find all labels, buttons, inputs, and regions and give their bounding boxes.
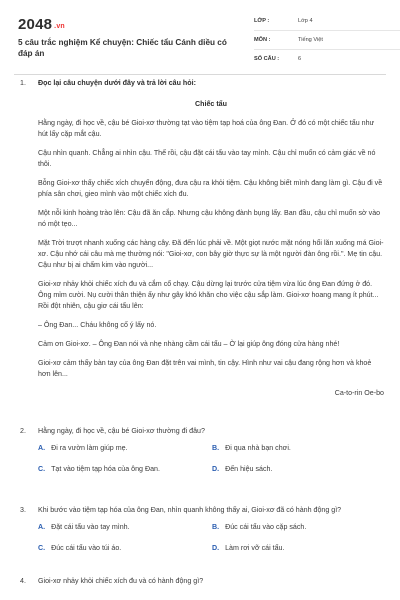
option-row: [38, 543, 384, 554]
option-text: Đi ra vườn làm giúp mẹ.: [51, 444, 128, 452]
meta-label: SỐ CÂU :: [254, 56, 280, 62]
meta-label: MÔN :: [254, 37, 271, 43]
option-letter: C.: [38, 544, 46, 552]
question-4: [20, 576, 384, 587]
story-paragraph: Gioi-xơ cảm thấy bàn tay của ông Đan đặt trên vai mình, tin cậy. Hình như vai cậu đang rộng hơn và khoẻ hơn lên...: [38, 359, 372, 378]
option-letter: D.: [212, 465, 220, 473]
option-d[interactable]: [212, 464, 272, 475]
option-a[interactable]: [38, 522, 130, 533]
story-paragraph: Một nỗi kinh hoàng trào lên: Cậu đã ăn cắp. Nhưng cậu không đành bụng lấy. Ban đầu, cậu chỉ muốn sờ vào nó một tẹo...: [38, 209, 381, 228]
meta-value: 6: [298, 56, 302, 62]
option-c[interactable]: [38, 464, 160, 475]
worksheet-content: [20, 78, 384, 587]
meta-row-subject: [254, 31, 400, 50]
meta-row-grade: [254, 12, 400, 31]
option-letter: C.: [38, 465, 46, 473]
option-letter: B.: [212, 523, 220, 531]
question-number: 3.: [20, 506, 26, 514]
option-letter: A.: [38, 523, 46, 531]
question-number: 2.: [20, 427, 26, 435]
meta-row-count: [254, 50, 400, 68]
question-number: 4.: [20, 577, 26, 585]
question-3: [20, 505, 384, 554]
story-paragraph: Bỗng Gioi-xơ thấy chiếc xích chuyển động, đưa cậu ra khỏi tiệm. Cậu không biết mình đang làm gì. Cậu đi về phía sân chơi, gieo mình vào một chiếc xích đu.: [38, 179, 383, 198]
option-text: Làm rơi vỡ cái tẩu.: [225, 544, 285, 552]
story-author: Ca-to-rin Oe-bo: [334, 389, 384, 397]
question-text: Khi bước vào tiệm tạp hóa của ông Đan, nhìn quanh không thấy ai, Gioi-xơ đã có hành động gì?: [38, 506, 342, 514]
option-row: [38, 443, 384, 454]
logo-text: 2048: [18, 16, 53, 33]
answer-options: [38, 522, 384, 554]
option-text: Đi qua nhà bạn chơi.: [225, 444, 291, 452]
option-text: Đúc cái tẩu vào cặp sách.: [225, 523, 307, 531]
option-text: Đúc cái tẩu vào túi áo.: [51, 544, 122, 552]
story-paragraph: Gioi-xơ nhảy khỏi chiếc xích đu và cắm cổ chạy. Cậu dừng lại trước cửa tiệm vừa lúc ông Đan đứng ở đó. Ông mỉm cười. Nụ cười thân thiện ấy như gây khó khăn cho việc cậu sắp làm. Gioi-xơ hoang mang ít phút... Rồi đột nhiên, cậu giơ cái tẩu lên:: [38, 280, 379, 310]
option-a[interactable]: [38, 443, 128, 454]
page-title: 5 câu trắc nghiệm Kể chuyện: Chiếc tẩu Cánh diều có đáp án: [18, 38, 227, 58]
site-logo[interactable]: [18, 16, 65, 33]
meta-table: [254, 12, 400, 72]
option-letter: B.: [212, 444, 220, 452]
option-text: Đặt cái tẩu vào tay mình.: [51, 523, 130, 531]
question-number: 1.: [20, 79, 26, 87]
question-text: Đọc lại câu chuyện dưới đây và trả lời câu hỏi:: [38, 79, 196, 87]
question-text: Hằng ngày, đi học về, cậu bé Gioi-xơ thường đi đâu?: [38, 427, 205, 435]
story-paragraph: Cảm ơn Gioi-xơ. – Ông Đan nói và nhẹ nhàng cầm cái tẩu – Ờ lại giúp ông đóng cửa hàng nhé!: [38, 340, 340, 348]
worksheet-header: [14, 12, 386, 75]
question-1: [20, 78, 384, 399]
option-b[interactable]: [212, 522, 306, 533]
question-text: Gioi-xơ nhảy khỏi chiếc xích đu và có hành động gì?: [38, 577, 204, 585]
option-row: [38, 464, 384, 475]
option-c[interactable]: [38, 543, 121, 554]
story-paragraph: – Ông Đan... Cháu không cố ý lấy nó.: [38, 321, 157, 329]
story-paragraph: Hằng ngày, đi học về, cậu bé Gioi-xơ thường tạt vào tiệm tạp hoá của ông Đan. Ở đó có một chiếc tẩu như hút lấy cặp mắt cậu.: [38, 119, 375, 138]
meta-label: LỚP :: [254, 18, 270, 24]
story-paragraph: Cậu nhìn quanh. Chẳng ai nhìn cậu. Thế rồi, cậu đặt cái tẩu vào tay mình. Cậu chỉ muốn có cảm giác về nó thôi.: [38, 149, 376, 168]
story-title: Chiếc tẩu: [195, 100, 227, 108]
option-letter: D.: [212, 544, 220, 552]
option-text: Đến hiệu sách.: [225, 465, 273, 473]
option-text: Tạt vào tiệm tạp hóa của ông Đan.: [51, 465, 160, 473]
question-2: [20, 426, 384, 475]
logo-suffix: .vn: [54, 23, 65, 30]
story-paragraph: Mặt Trời trượt nhanh xuống các hàng cây. Đã đến lúc phải về. Một giọt nước mặt nóng hổi lăn xuống má Gioi-xơ. Cậu nhớ cái câu mà mẹ thường nói: "Gioi-xơ, con bây giờ thực sự là một người đàn ông rồi.". Mẹ tin cậu. Cậu như bị ai chấm kim vào người...: [38, 239, 384, 269]
meta-value: Tiếng Việt: [298, 37, 323, 43]
option-row: [38, 522, 384, 533]
option-letter: A.: [38, 444, 46, 452]
option-b[interactable]: [212, 443, 291, 454]
answer-options: [38, 443, 384, 475]
meta-value: Lớp 4: [298, 18, 313, 24]
option-d[interactable]: [212, 543, 284, 554]
